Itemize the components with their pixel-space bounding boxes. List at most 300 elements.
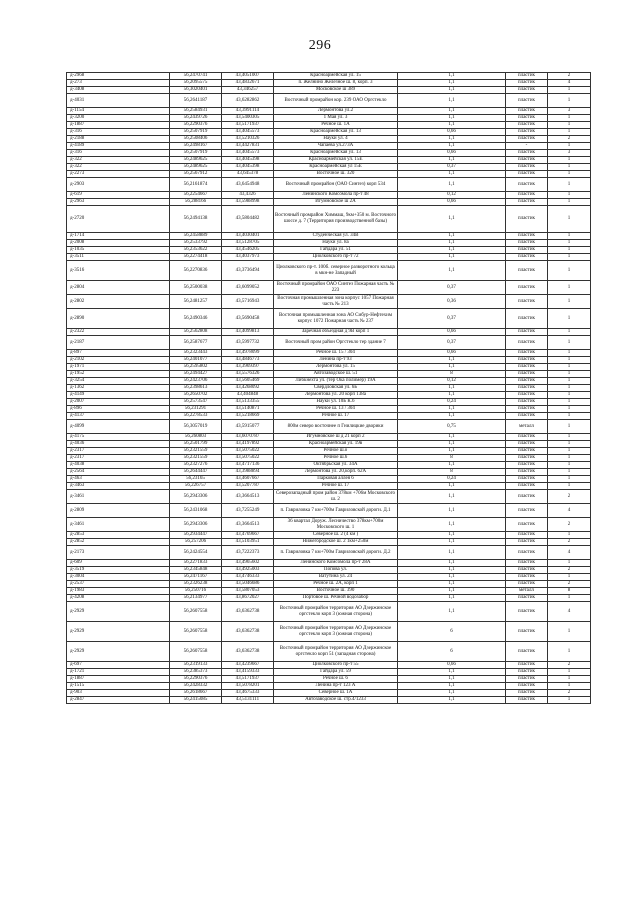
material-cell: пластик bbox=[506, 129, 548, 136]
volume-cell: 1,1 bbox=[398, 690, 506, 697]
site-id-cell: д-1714 bbox=[67, 233, 170, 240]
count-cell: 1 bbox=[548, 233, 591, 240]
longitude-cell: 43,4045573 bbox=[222, 150, 274, 157]
address-cell: Речное ш. 15 / 304 bbox=[274, 350, 398, 357]
latitude-cell: 56,2644447 bbox=[170, 469, 222, 476]
latitude-cell: 56,2607558 bbox=[170, 622, 222, 642]
table-row bbox=[67, 483, 591, 490]
site-id-cell: д-2929 bbox=[67, 622, 170, 642]
site-id-cell: д-3200 bbox=[67, 115, 170, 122]
material-cell: пластик bbox=[506, 662, 548, 669]
table-row bbox=[67, 469, 591, 476]
volume-cell: 0,66 bbox=[398, 150, 506, 157]
table-row bbox=[67, 476, 591, 483]
material-cell: пластик bbox=[506, 518, 548, 532]
volume-cell: 1,1 bbox=[398, 539, 506, 546]
volume-cell: 1,1 bbox=[398, 261, 506, 281]
latitude-cell: 56,2562808 bbox=[170, 329, 222, 336]
table-row bbox=[67, 233, 591, 240]
site-id-cell: д-2007 bbox=[67, 399, 170, 406]
longitude-cell: 43,4546205 bbox=[222, 247, 274, 254]
page-number: 296 bbox=[308, 38, 332, 53]
site-id-cell: д-3461 bbox=[67, 490, 170, 504]
address-cell: Лермонтова ул.2 bbox=[274, 108, 398, 115]
table-row bbox=[67, 546, 591, 560]
address-cell: Северное ш. 1А bbox=[274, 690, 398, 697]
volume-cell: 0,24 bbox=[398, 399, 506, 406]
site-id-cell: д-2853 bbox=[67, 532, 170, 539]
material-cell: пластик bbox=[506, 676, 548, 683]
address-cell: Красноармейская ул. 15Е bbox=[274, 157, 398, 164]
volume-cell: 0,37 bbox=[398, 281, 506, 295]
container-sites-table bbox=[66, 72, 591, 704]
longitude-cell: 43,4197892 bbox=[222, 441, 274, 448]
count-cell: 1 bbox=[548, 642, 591, 662]
latitude-cell: 56,2501799 bbox=[170, 441, 222, 448]
site-id-cell: д-4189 bbox=[67, 143, 170, 150]
volume-cell: 1,1 bbox=[398, 588, 506, 595]
longitude-cell: 43,3969397 bbox=[222, 364, 274, 371]
site-id-cell: д-2903 bbox=[67, 178, 170, 192]
table-row bbox=[67, 192, 591, 199]
count-cell: 1 bbox=[548, 281, 591, 295]
material-cell: пластик bbox=[506, 164, 548, 171]
material-cell: пластик bbox=[506, 371, 548, 378]
count-cell: 1 bbox=[548, 697, 591, 704]
longitude-cell: 43,346257 bbox=[222, 87, 274, 94]
count-cell: 4 bbox=[548, 504, 591, 518]
table-row bbox=[67, 371, 591, 378]
site-id-cell: д-2188 bbox=[67, 136, 170, 143]
address-cell: Гайдара ул. 51 bbox=[274, 247, 398, 254]
latitude-cell: 56,2934447 bbox=[170, 532, 222, 539]
volume-cell: 0,66 bbox=[398, 662, 506, 669]
latitude-cell: 56,2567912 bbox=[170, 171, 222, 178]
longitude-cell: 43,5690458 bbox=[222, 309, 274, 329]
longitude-cell: 43,6362738 bbox=[222, 622, 274, 642]
latitude-cell: 56,2490346 bbox=[170, 309, 222, 329]
count-cell: 1 bbox=[548, 143, 591, 150]
table-row bbox=[67, 560, 591, 567]
longitude-cell: 43,3664513 bbox=[222, 490, 274, 504]
latitude-cell: 56,2584931 bbox=[170, 108, 222, 115]
count-cell: 2 bbox=[548, 567, 591, 574]
material-cell: пластик bbox=[506, 669, 548, 676]
count-cell: 4 bbox=[548, 80, 591, 87]
volume-cell: 1,1 bbox=[398, 143, 506, 150]
address-cell: Восточный промрайон Химмаш, 9км+350 м. Восточного шоссе д. 7 (Территория производственной базы) bbox=[274, 206, 398, 233]
longitude-cell: 43,4030401 bbox=[222, 233, 274, 240]
material-cell: пластик bbox=[506, 690, 548, 697]
longitude-cell: 43,3988894 bbox=[222, 469, 274, 476]
count-cell: 1 bbox=[548, 574, 591, 581]
address-cell: Лермонтова ул. 15 bbox=[274, 364, 398, 371]
table-row bbox=[67, 697, 591, 704]
address-cell: Восточный промрайон территория АО Дзержинское оргстекло корп 51 (западная сторона) bbox=[274, 642, 398, 662]
site-id-cell: д-2847 bbox=[67, 697, 170, 704]
latitude-cell: 56,250716 bbox=[170, 588, 222, 595]
count-cell: 1 bbox=[548, 164, 591, 171]
longitude-cell: 43,4268092 bbox=[222, 385, 274, 392]
longitude-cell: 43,4099813 bbox=[222, 329, 274, 336]
material-cell: пластик bbox=[506, 122, 548, 129]
latitude-cell: 56,2607558 bbox=[170, 642, 222, 662]
table-row bbox=[67, 448, 591, 455]
longitude-cell: 43,6362738 bbox=[222, 642, 274, 662]
address-cell: Ленинского Комсомола пр-т 48 bbox=[274, 192, 398, 199]
material-cell: пластик bbox=[506, 329, 548, 336]
longitude-cell: 43,4769667 bbox=[222, 532, 274, 539]
latitude-cell: 56,2271833 bbox=[170, 560, 222, 567]
address-cell: Речное ш. 6 bbox=[274, 676, 398, 683]
site-id-cell: д-619 bbox=[67, 192, 170, 199]
address-cell: Восточный пром район Оргстекло тер здание 7 bbox=[274, 336, 398, 350]
address-cell: Речное ш. 13 / 304 bbox=[274, 406, 398, 413]
latitude-cell: 56,3020401 bbox=[170, 87, 222, 94]
longitude-cell: 43,4037973 bbox=[222, 254, 274, 261]
latitude-cell: 56,2270836 bbox=[170, 261, 222, 281]
volume-cell: 1,1 bbox=[398, 73, 506, 80]
longitude-cell: 43,4159333 bbox=[222, 669, 274, 676]
longitude-cell: 43,4051007 bbox=[222, 73, 274, 80]
material-cell: пластик bbox=[506, 157, 548, 164]
table-row bbox=[67, 392, 591, 399]
latitude-cell: 56,2498167 bbox=[170, 143, 222, 150]
volume-cell: 1,1 bbox=[398, 94, 506, 108]
address-cell: Ленина пр-т 123 А bbox=[274, 683, 398, 690]
site-id-cell: д-1887 bbox=[67, 676, 170, 683]
address-cell: Лермонтова ул. 20,корп. 62А bbox=[274, 469, 398, 476]
address-cell: Северозападный пром район 378км +706м Московского ш. 2 bbox=[274, 490, 398, 504]
longitude-cell: 43,5716943 bbox=[222, 295, 274, 309]
volume-cell: 8 bbox=[398, 469, 506, 476]
volume-cell: 1,1 bbox=[398, 518, 506, 532]
material-cell: пластик bbox=[506, 406, 548, 413]
volume-cell: 1,1 bbox=[398, 385, 506, 392]
count-cell: 1 bbox=[548, 329, 591, 336]
volume-cell: 1,1 bbox=[398, 87, 506, 94]
site-id-cell: д-2929 bbox=[67, 642, 170, 662]
address-cell: Парковая аллея 6 bbox=[274, 476, 398, 483]
address-cell: Красноармейская ул 15Е bbox=[274, 164, 398, 171]
address-cell: Северное ш. 2 (4 км ) bbox=[274, 532, 398, 539]
table-row bbox=[67, 662, 591, 669]
address-cell: Красноармейская ул. 19в bbox=[274, 441, 398, 448]
address-cell: Циолковского пр-т 55 bbox=[274, 662, 398, 669]
count-cell: 1 bbox=[548, 392, 591, 399]
site-id-cell: д-322 bbox=[67, 164, 170, 171]
count-cell: 1 bbox=[548, 295, 591, 309]
latitude-cell: 56,2095575 bbox=[170, 80, 222, 87]
site-id-cell: д-2890 bbox=[67, 309, 170, 329]
table-row bbox=[67, 574, 591, 581]
site-id-cell: д-2317 bbox=[67, 448, 170, 455]
longitude-cell: 43,5807053 bbox=[222, 588, 274, 595]
latitude-cell: 56,260803 bbox=[170, 434, 222, 441]
count-cell: 3 bbox=[548, 108, 591, 115]
latitude-cell: 56,2507919 bbox=[170, 150, 222, 157]
count-cell: 1 bbox=[548, 595, 591, 602]
site-id-cell: д-1154 bbox=[67, 108, 170, 115]
table-row bbox=[67, 115, 591, 122]
site-id-cell: д-2852 bbox=[67, 539, 170, 546]
table-row bbox=[67, 385, 591, 392]
material-cell: пластик bbox=[506, 357, 548, 364]
volume-cell: 1,1 bbox=[398, 178, 506, 192]
material-cell: пластик bbox=[506, 483, 548, 490]
site-id-cell: д-2564 bbox=[67, 469, 170, 476]
material-cell: пластик bbox=[506, 546, 548, 560]
longitude-cell: 43,5210326 bbox=[222, 136, 274, 143]
material-cell: пластик bbox=[506, 560, 548, 567]
address-cell: Речное ш. 1А bbox=[274, 122, 398, 129]
latitude-cell: 56,2415085 bbox=[170, 697, 222, 704]
address-cell: Заречная объездная д 9В корп 1 bbox=[274, 329, 398, 336]
address-cell: Гайдара ул. 59 bbox=[274, 669, 398, 676]
volume-cell: 1,1 bbox=[398, 546, 506, 560]
site-id-cell: д-3254 bbox=[67, 378, 170, 385]
volume-cell: 1,1 bbox=[398, 413, 506, 420]
address-cell: Ватутина ул. 24 bbox=[274, 574, 398, 581]
latitude-cell: 56,2650702 bbox=[170, 392, 222, 399]
site-id-cell: д-1515 bbox=[67, 683, 170, 690]
table-row bbox=[67, 518, 591, 532]
count-cell: 3 bbox=[548, 150, 591, 157]
material-cell: пластик bbox=[506, 80, 548, 87]
count-cell: 1 bbox=[548, 483, 591, 490]
site-id-cell: д-322 bbox=[67, 157, 170, 164]
address-cell: Науки ул. 4 bbox=[274, 136, 398, 143]
longitude-cell: 43,5171937 bbox=[222, 676, 274, 683]
latitude-cell: 56,2424554 bbox=[170, 546, 222, 560]
address-cell: 1 Мая ул. 3 bbox=[274, 115, 398, 122]
site-id-cell: д-2317 bbox=[67, 455, 170, 462]
count-cell: 2 bbox=[548, 490, 591, 504]
longitude-cell: 43,6362738 bbox=[222, 602, 274, 622]
latitude-cell: 56,2290376 bbox=[170, 676, 222, 683]
site-id-cell: д-3004 bbox=[67, 574, 170, 581]
material-cell: пластик bbox=[506, 261, 548, 281]
address-cell: Портовое ш. Речной водозабор bbox=[274, 595, 398, 602]
address-cell: Свердловская ул. 6Б bbox=[274, 385, 398, 392]
volume-cell: 1,1 bbox=[398, 406, 506, 413]
site-id-cell: д-2537 bbox=[67, 581, 170, 588]
latitude-cell: 56,2587677 bbox=[170, 336, 222, 350]
material-cell: пластик bbox=[506, 150, 548, 157]
volume-cell: 0,66 bbox=[398, 129, 506, 136]
latitude-cell: 56,2319133 bbox=[170, 662, 222, 669]
address-cell: Циолковского пр-т. 100б. северное разворотного кольца в мкн-не Западный bbox=[274, 261, 398, 281]
latitude-cell: 56,2618667 bbox=[170, 690, 222, 697]
longitude-cell: 43,6282862 bbox=[222, 94, 274, 108]
table-row bbox=[67, 532, 591, 539]
latitude-cell: 56,2507919 bbox=[170, 129, 222, 136]
table-row bbox=[67, 350, 591, 357]
longitude-cell: 43,5075022 bbox=[222, 448, 274, 455]
table-row bbox=[67, 240, 591, 247]
longitude-cell: 43,5915077 bbox=[222, 420, 274, 434]
material-cell: пластик bbox=[506, 206, 548, 233]
latitude-cell: 56,288166 bbox=[170, 199, 222, 206]
address-cell: Красноармейская ул. 15 bbox=[274, 73, 398, 80]
longitude-cell: 43,5400305 bbox=[222, 115, 274, 122]
volume-cell: 0,66 bbox=[398, 350, 506, 357]
volume-cell: 0,12 bbox=[398, 378, 506, 385]
volume-cell: 1,1 bbox=[398, 434, 506, 441]
material-cell: пластик bbox=[506, 683, 548, 690]
longitude-cell: 43,4675333 bbox=[222, 690, 274, 697]
site-id-cell: д-3516 bbox=[67, 261, 170, 281]
material-cell: пластик bbox=[506, 392, 548, 399]
count-cell: 1 bbox=[548, 420, 591, 434]
count-cell: 8 bbox=[548, 588, 591, 595]
latitude-cell: 56,2345848 bbox=[170, 567, 222, 574]
volume-cell: 1,1 bbox=[398, 392, 506, 399]
volume-cell: 1,1 bbox=[398, 115, 506, 122]
volume-cell: 1,1 bbox=[398, 504, 506, 518]
count-cell: 1 bbox=[548, 357, 591, 364]
address-cell: Чапаева ул.273А bbox=[274, 143, 398, 150]
table-row bbox=[67, 336, 591, 350]
material-cell: пластик bbox=[506, 602, 548, 622]
site-id-cell: д-2968 bbox=[67, 73, 170, 80]
count-cell: 1 bbox=[548, 254, 591, 261]
volume-cell: 8 bbox=[398, 455, 506, 462]
count-cell: 1 bbox=[548, 192, 591, 199]
address-cell: Речное ш. 17 bbox=[274, 483, 398, 490]
count-cell: 1 bbox=[548, 560, 591, 567]
latitude-cell: 56,2254667 bbox=[170, 192, 222, 199]
table-row bbox=[67, 178, 591, 192]
table-row bbox=[67, 676, 591, 683]
longitude-cell: 43,7222373 bbox=[222, 546, 274, 560]
table-row bbox=[67, 504, 591, 518]
material-cell: пластик bbox=[506, 504, 548, 518]
address-cell: Нижегородское ш. 2 1км+250м bbox=[274, 539, 398, 546]
latitude-cell: 56,2494138 bbox=[170, 206, 222, 233]
count-cell: 1 bbox=[548, 462, 591, 469]
volume-cell: 0,37 bbox=[398, 164, 506, 171]
volume-cell: 1,1 bbox=[398, 357, 506, 364]
site-id-cell: д-697 bbox=[67, 662, 170, 669]
material-cell: металл bbox=[506, 420, 548, 434]
table-row bbox=[67, 413, 591, 420]
longitude-cell: 43,404848 bbox=[222, 392, 274, 399]
count-cell: 2 bbox=[548, 539, 591, 546]
table-row bbox=[67, 588, 591, 595]
address-cell: Речное ш.о bbox=[274, 448, 398, 455]
site-id-cell: д-903 bbox=[67, 690, 170, 697]
latitude-cell: 56,2353622 bbox=[170, 247, 222, 254]
address-cell: Восточный промрайон ОАО Синтез Пожарная часть № 223 bbox=[274, 281, 398, 295]
latitude-cell: 56,231291 bbox=[170, 406, 222, 413]
volume-cell: 1,1 bbox=[398, 233, 506, 240]
latitude-cell: 56,2481257 bbox=[170, 295, 222, 309]
site-id-cell: д-2809 bbox=[67, 504, 170, 518]
address-cell: Красноармейская ул. 13 bbox=[274, 129, 398, 136]
site-id-cell: д-4031 bbox=[67, 94, 170, 108]
site-id-cell: д-2802 bbox=[67, 295, 170, 309]
table-row bbox=[67, 309, 591, 329]
longitude-cell: 43,4965602 bbox=[222, 560, 274, 567]
volume-cell: 1,1 bbox=[398, 462, 506, 469]
latitude-cell: 56,2607558 bbox=[170, 602, 222, 622]
material-cell: пластик bbox=[506, 441, 548, 448]
latitude-cell: 56,2326238 bbox=[170, 581, 222, 588]
table-row bbox=[67, 602, 591, 622]
latitude-cell: 56,2161874 bbox=[170, 178, 222, 192]
address-cell: Речное ш. 2А, корп 1 bbox=[274, 581, 398, 588]
table-row bbox=[67, 143, 591, 150]
material-cell: пластик bbox=[506, 281, 548, 295]
site-id-cell: д-2804 bbox=[67, 281, 170, 295]
latitude-cell: 56,2508406 bbox=[170, 136, 222, 143]
table-row bbox=[67, 281, 591, 295]
site-id-cell: д-4175 bbox=[67, 434, 170, 441]
latitude-cell: 56,226757 bbox=[170, 483, 222, 490]
table-row bbox=[67, 261, 591, 281]
material-cell: пластик bbox=[506, 178, 548, 192]
material-cell: пластик bbox=[506, 399, 548, 406]
latitude-cell: 56,2428332 bbox=[170, 683, 222, 690]
count-cell: 2 bbox=[548, 690, 591, 697]
address-cell: Ленинского Комсомола пр-т 28А bbox=[274, 560, 398, 567]
site-id-cell: д-2273 bbox=[67, 171, 170, 178]
site-id-cell: д-4038 bbox=[67, 462, 170, 469]
table-row bbox=[67, 157, 591, 164]
longitude-cell: 43,5218669 bbox=[222, 413, 274, 420]
volume-cell: 1,1 bbox=[398, 136, 506, 143]
longitude-cell: 43,6454948 bbox=[222, 178, 274, 192]
latitude-cell: 56,2439726 bbox=[170, 115, 222, 122]
longitude-cell: 43,4846773 bbox=[222, 357, 274, 364]
site-id-cell: д-316 bbox=[67, 129, 170, 136]
table-row bbox=[67, 129, 591, 136]
site-id-cell: д-4036 bbox=[67, 441, 170, 448]
site-id-cell: д-3511 bbox=[67, 254, 170, 261]
latitude-cell: 56,2431068 bbox=[170, 504, 222, 518]
address-cell: Восточная промышленная зона АО Сибур-Нефтехим корпус 1072 Пожарная часть № 237 bbox=[274, 309, 398, 329]
latitude-cell: 56,2470741 bbox=[170, 73, 222, 80]
table-row bbox=[67, 420, 591, 434]
table-row bbox=[67, 94, 591, 108]
count-cell: 1 bbox=[548, 129, 591, 136]
count-cell: 1 bbox=[548, 240, 591, 247]
material-cell: пластик bbox=[506, 336, 548, 350]
count-cell: 2 bbox=[548, 662, 591, 669]
latitude-cell: 56,2423706 bbox=[170, 378, 222, 385]
site-id-cell: д-2008 bbox=[67, 240, 170, 247]
site-id-cell: д-4208 bbox=[67, 595, 170, 602]
address-cell: Либкнехта ул. (тер Ока полимер) 19А bbox=[274, 378, 398, 385]
material-cell: пластик bbox=[506, 199, 548, 206]
longitude-cell: 43,5103951 bbox=[222, 539, 274, 546]
longitude-cell: 43,4746333 bbox=[222, 574, 274, 581]
longitude-cell: 43,5140871 bbox=[222, 406, 274, 413]
material-cell: пластик bbox=[506, 539, 548, 546]
latitude-cell: 56,2290376 bbox=[170, 122, 222, 129]
table-row bbox=[67, 295, 591, 309]
latitude-cell: 56,2943306 bbox=[170, 518, 222, 532]
site-id-cell: д-1721 bbox=[67, 669, 170, 676]
site-id-cell: д-1362 bbox=[67, 385, 170, 392]
longitude-cell: 43,4925003 bbox=[222, 567, 274, 574]
material-cell: - bbox=[506, 143, 548, 150]
address-cell: Попова ул. bbox=[274, 567, 398, 574]
table-row bbox=[67, 690, 591, 697]
longitude-cell: 43,6070787 bbox=[222, 434, 274, 441]
address-cell: Автозаводское ш. стр.4/1233 bbox=[274, 697, 398, 704]
